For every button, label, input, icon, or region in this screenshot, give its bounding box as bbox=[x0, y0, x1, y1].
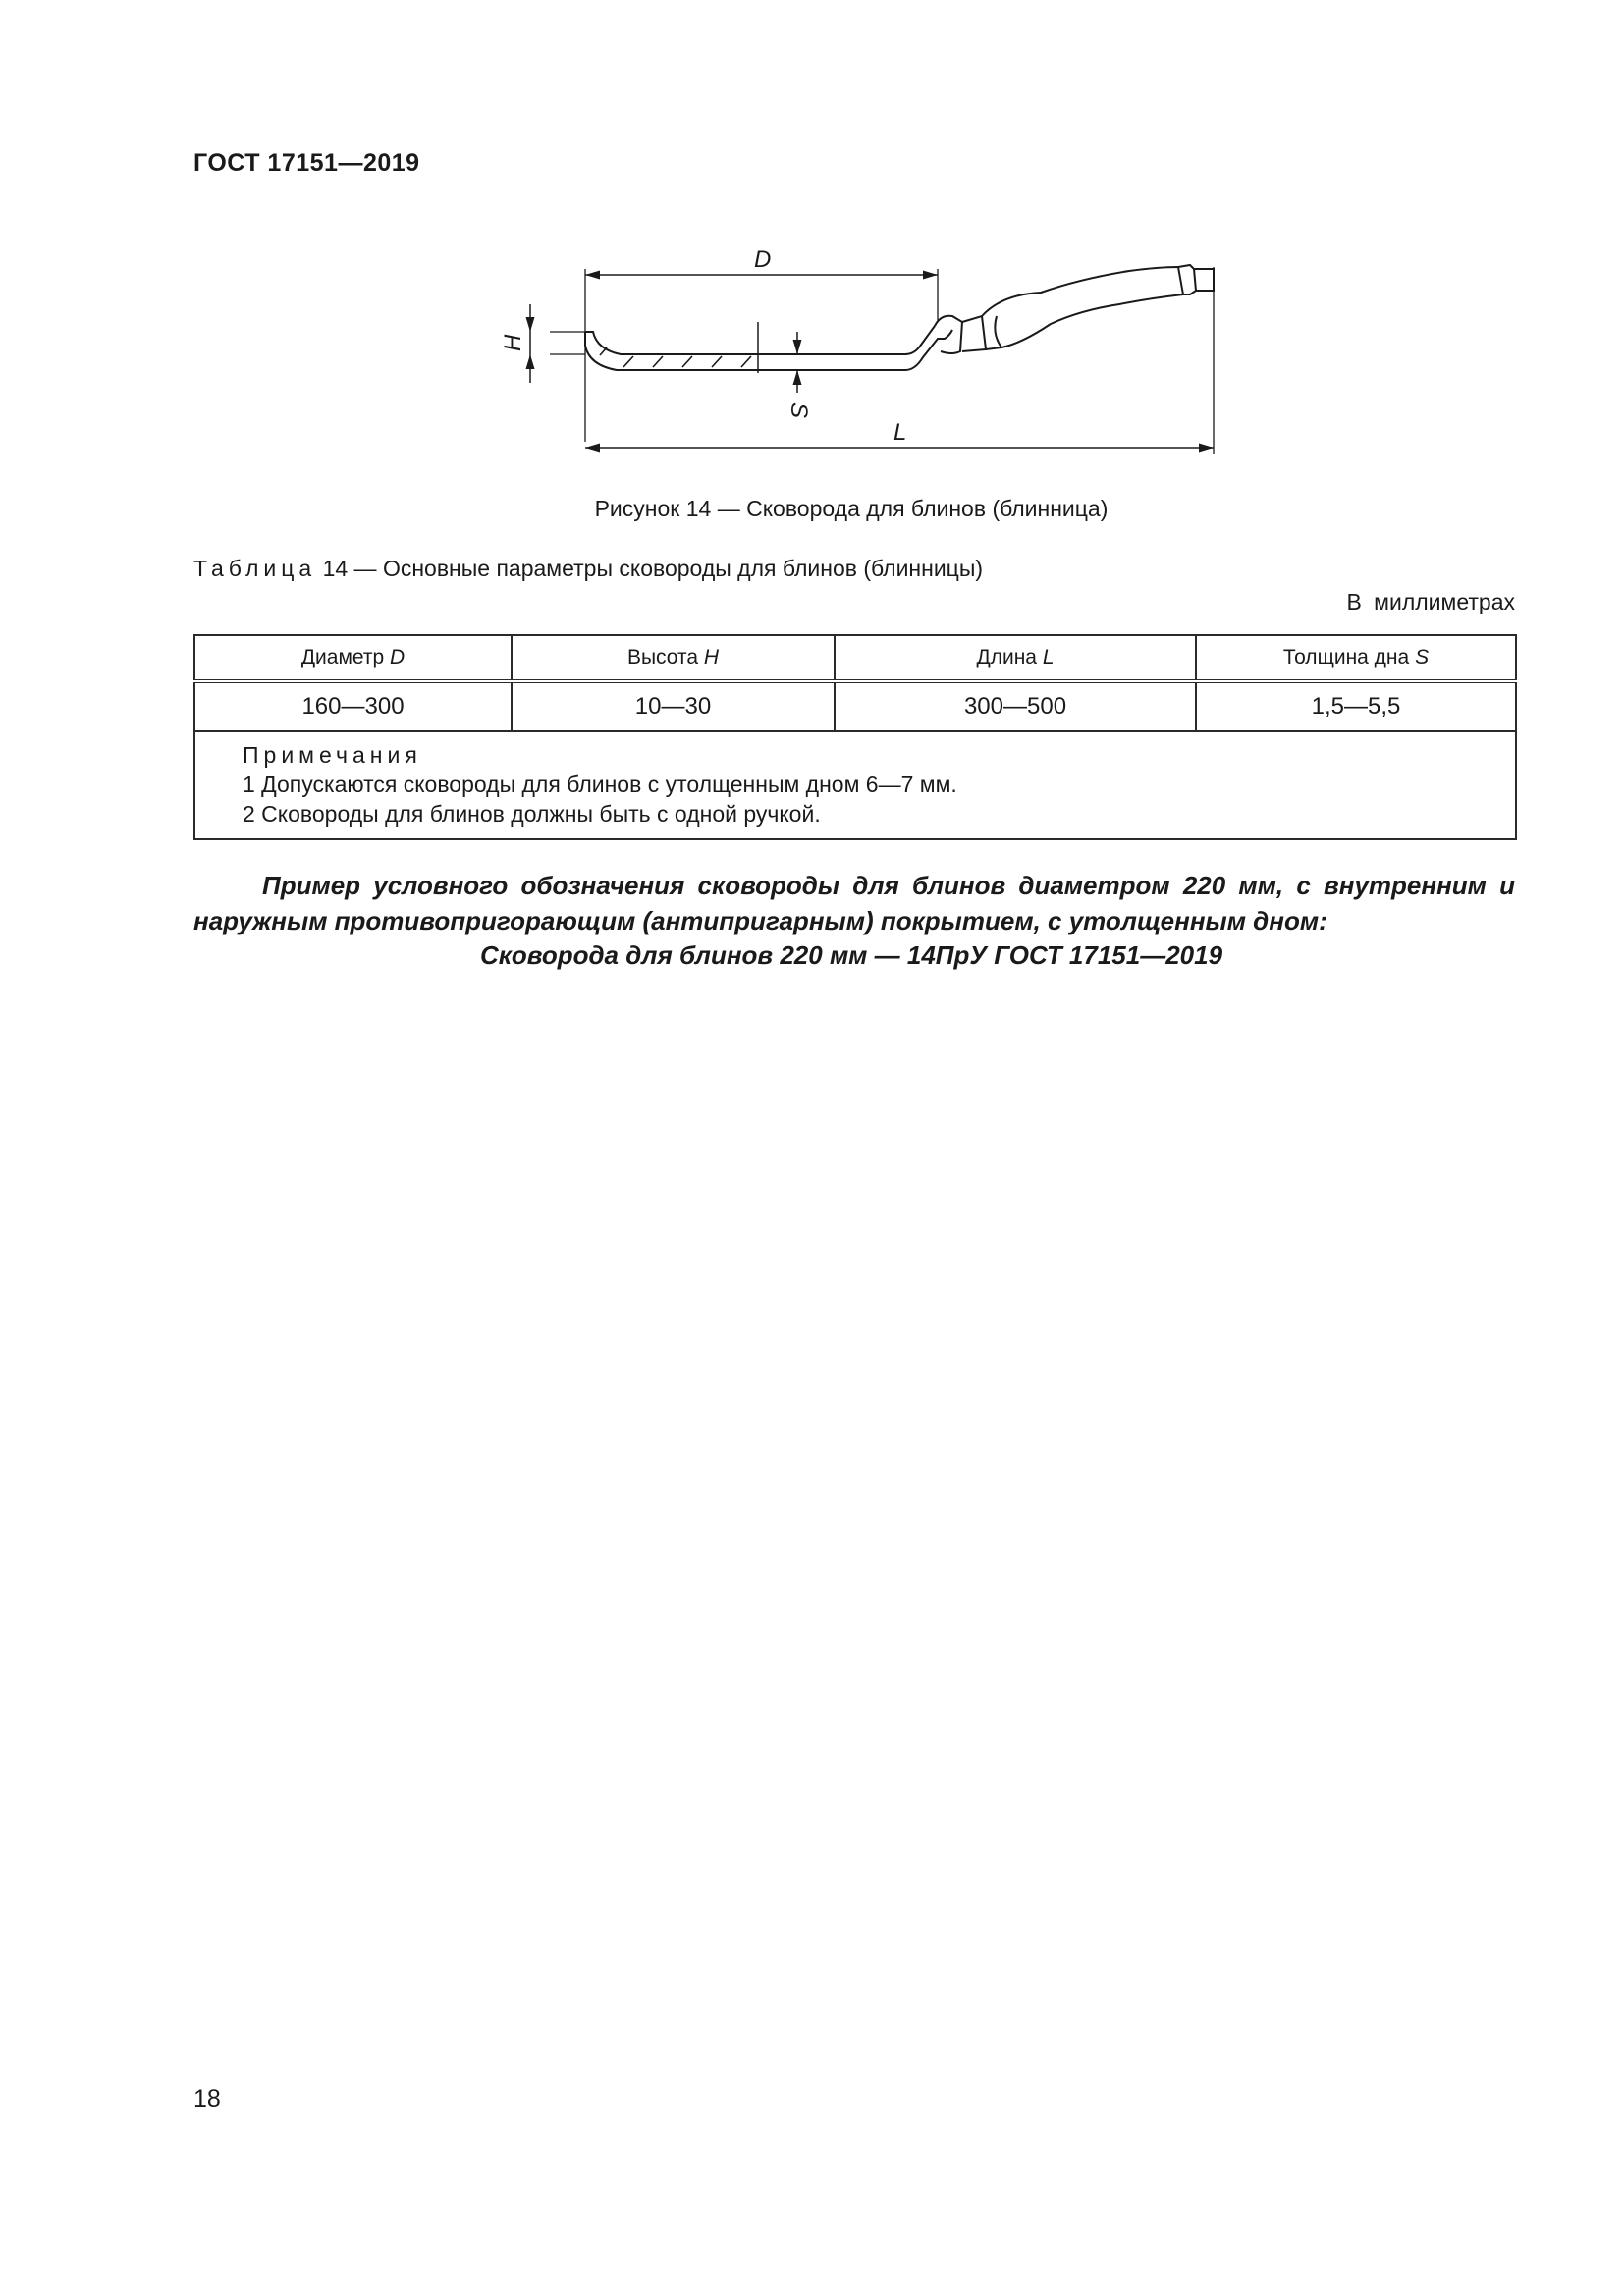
note-item: 1 Допускаются сковороды для блинов с утолщенным дном 6—7 мм. bbox=[243, 772, 957, 797]
table-notes bbox=[194, 731, 1516, 839]
column-header-diameter: Диаметр D bbox=[194, 635, 512, 681]
table-cell-diameter: 160—300 bbox=[194, 681, 512, 731]
pancake-pan-drawing bbox=[491, 245, 1237, 466]
dim-label-l: L bbox=[893, 419, 907, 446]
figure-caption: Рисунок 14 — Сковорода для блинов (блинница) bbox=[594, 496, 1109, 521]
column-header-height: Высота H bbox=[512, 635, 835, 681]
example-text: Пример условного обозначения сковороды для блинов диаметром 220 мм, с внутренним и наружным противопригорающим (антипригарным) покрытием, с утолщенным дном: bbox=[193, 871, 1515, 935]
parameters-table bbox=[193, 634, 1517, 840]
table-cell-thickness: 1,5—5,5 bbox=[1196, 681, 1516, 731]
table-cell-length: 300—500 bbox=[835, 681, 1196, 731]
example-description bbox=[193, 868, 1515, 938]
table-cell-height: 10—30 bbox=[512, 681, 835, 731]
dim-label-d: D bbox=[754, 246, 772, 273]
note-item: 2 Сковороды для блинов должны быть с одной ручкой. bbox=[243, 801, 821, 827]
example-designation: Сковорода для блинов 220 мм — 14ПрУ ГОСТ 17151—2019 bbox=[479, 940, 1223, 970]
column-header-length: Длина L bbox=[835, 635, 1196, 681]
dim-label-s: S bbox=[785, 402, 812, 419]
document-code-header: ГОСТ 17151—2019 bbox=[193, 149, 420, 177]
table-title bbox=[193, 556, 983, 582]
notes-title: Примечания bbox=[243, 742, 422, 768]
column-header-thickness: Толщина дна S bbox=[1196, 635, 1516, 681]
table-title-word: Таблица bbox=[193, 556, 317, 581]
dim-label-h: H bbox=[500, 334, 526, 351]
table-row bbox=[194, 681, 1516, 731]
page-number: 18 bbox=[193, 2085, 221, 2112]
table-title-text: 14 — Основные параметры сковороды для блинов (блинницы) bbox=[316, 556, 984, 581]
table-units: В миллиметрах bbox=[1346, 589, 1515, 614]
